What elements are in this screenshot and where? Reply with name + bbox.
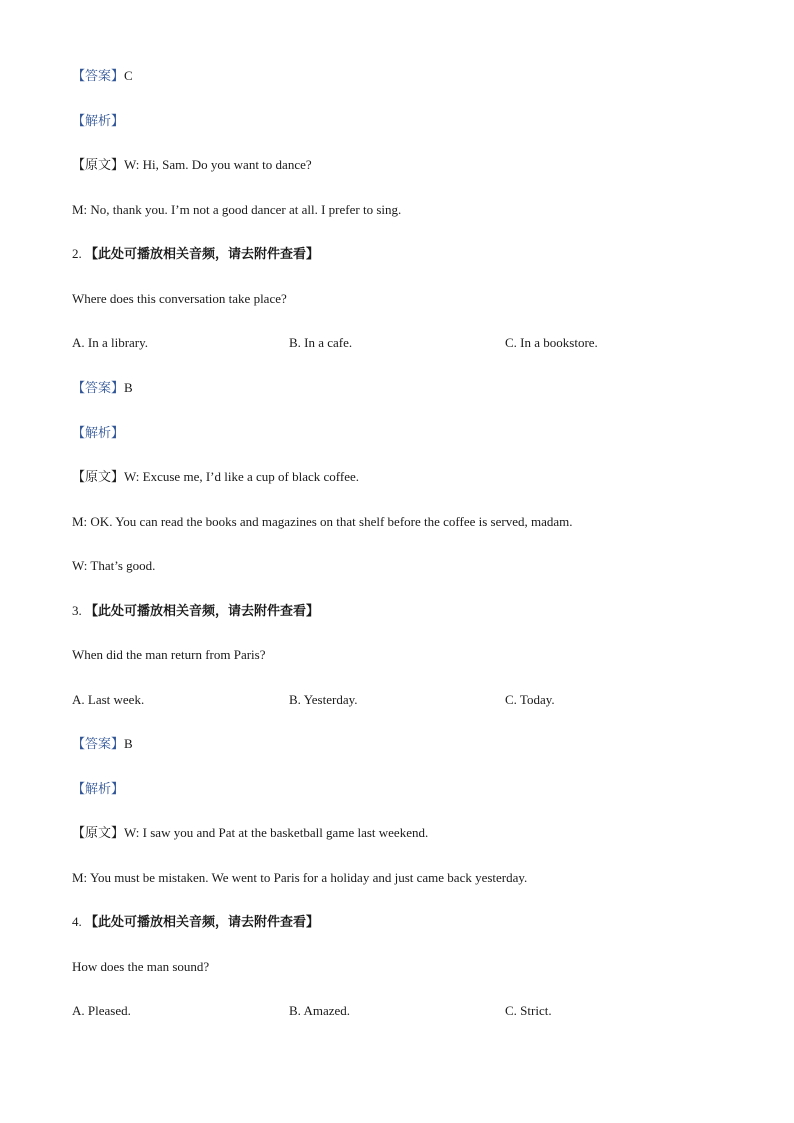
options-row-2 [0,335,794,351]
dialogue-line-m2 [72,514,572,530]
question-text-4 [72,959,209,975]
question-text: Where does this conversation take place? [72,291,287,306]
option-b: B. In a cafe. [289,335,353,350]
original-tag: 【原文】 [72,826,125,841]
original-text: W: Excuse me, I’d like a cup of black coffee. [124,469,359,484]
question-text: When did the man return from Paris? [72,647,266,662]
dialogue-text: M: You must be mistaken. We went to Paris for a holiday and just came back yesterday. [72,870,528,885]
question-header-3 [72,603,319,620]
question-number: 4. [72,914,82,929]
question-text-2 [72,291,287,307]
answer-line-2 [72,380,133,397]
question-number: 2. [72,246,82,261]
audio-note: 【此处可播放相关音频，请去附件查看】 [85,604,320,619]
option-b: B. Amazed. [289,1003,351,1018]
options-row-3 [0,692,794,708]
question-text: How does the man sound? [72,959,210,974]
answer-value: B [124,736,133,751]
answer-line-3 [72,736,133,753]
dialogue-text: W: That’s good. [72,558,156,573]
option-a: A. Last week. [72,692,145,707]
audio-note: 【此处可播放相关音频，请去附件查看】 [85,247,320,262]
option-a: A. Pleased. [72,1003,131,1018]
option-a: A. In a library. [72,335,149,350]
explanation-line-2 [72,425,124,442]
dialogue-text: M: OK. You can read the books and magazines on that shelf before the coffee is served, madam. [72,514,573,529]
answer-tag: 【答案】 [72,381,125,396]
answer-value: C [124,68,133,83]
answer-value: B [124,380,133,395]
dialogue-line-w2 [72,558,155,574]
explanation-line-3 [72,781,124,798]
explanation-tag: 【解析】 [72,782,125,797]
question-number: 3. [72,603,82,618]
original-text-line-1 [72,157,312,174]
explanation-tag: 【解析】 [72,114,125,129]
original-text: W: I saw you and Pat at the basketball game last weekend. [124,825,429,840]
answer-line-1 [72,68,133,85]
option-b: B. Yesterday. [289,692,358,707]
original-text-line-2 [72,469,359,486]
answer-tag: 【答案】 [72,69,125,84]
answer-tag: 【答案】 [72,737,125,752]
question-text-3 [72,647,266,663]
options-row-4 [0,1003,794,1019]
option-c: C. Today. [505,692,555,707]
option-c: C. In a bookstore. [505,335,598,350]
question-header-4 [72,914,319,931]
question-header-2 [72,246,319,263]
dialogue-line-m3 [72,870,527,886]
original-text-line-3 [72,825,428,842]
explanation-line-1 [72,113,124,130]
dialogue-text: M: No, thank you. I’m not a good dancer at all. I prefer to sing. [72,202,402,217]
dialogue-line-m1 [72,202,401,218]
original-text: W: Hi, Sam. Do you want to dance? [124,157,312,172]
explanation-tag: 【解析】 [72,426,125,441]
option-c: C. Strict. [505,1003,552,1018]
original-tag: 【原文】 [72,470,125,485]
original-tag: 【原文】 [72,158,125,173]
audio-note: 【此处可播放相关音频，请去附件查看】 [85,915,320,930]
